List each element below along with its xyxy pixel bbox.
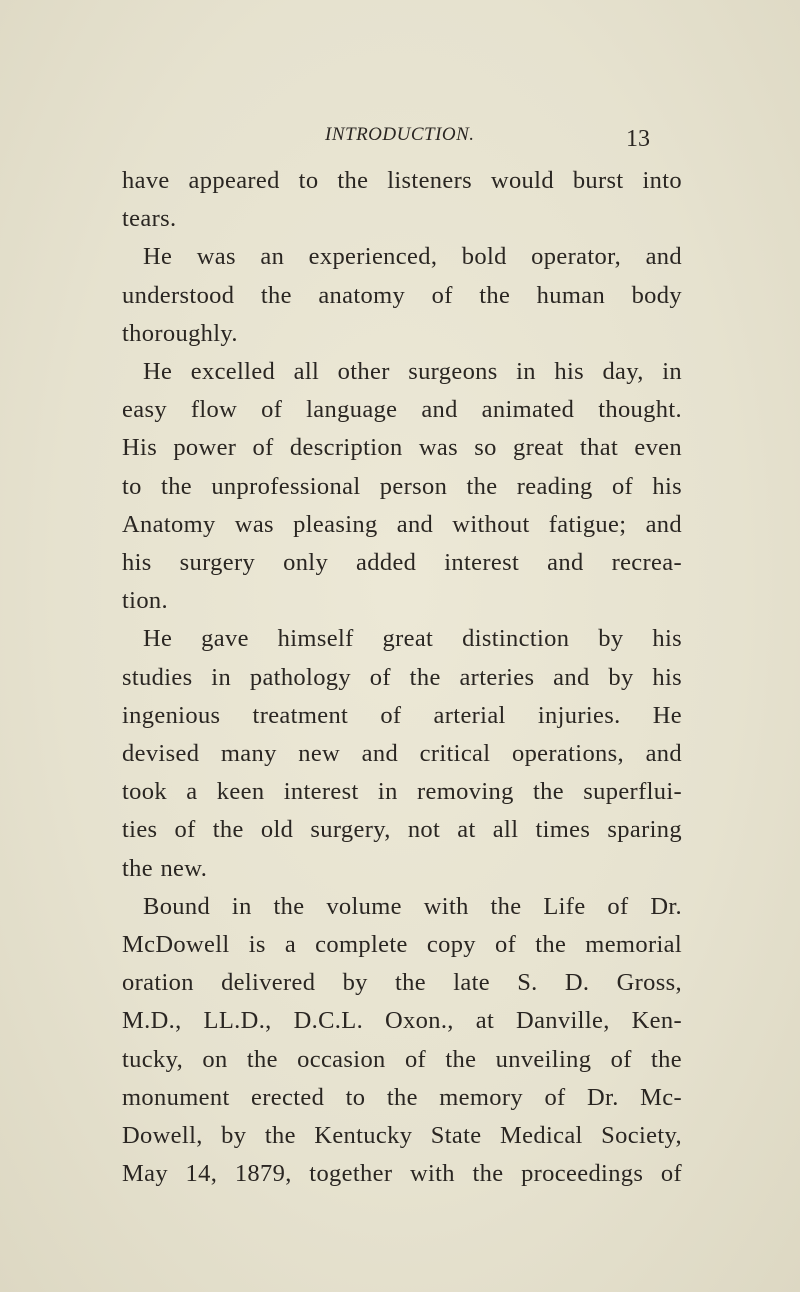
text-line: understood the anatomy of the human body (122, 281, 682, 309)
text-line: monument erected to the memory of Dr. Mc- (122, 1083, 682, 1111)
text-line: Bound in the volume with the Life of Dr. (143, 892, 682, 920)
paragraph-1 (122, 162, 682, 238)
text-line: to the unprofessional person the reading of his (122, 472, 682, 500)
paragraph-2 (122, 238, 682, 353)
text-line: He gave himself great distinction by his (143, 625, 682, 653)
text-line: devised many new and critical operations, and (122, 740, 682, 768)
text-line: His power of description was so great that even (122, 434, 682, 462)
text-line: tears. (122, 205, 177, 233)
body-text (122, 162, 682, 1193)
running-head (0, 124, 800, 160)
text-line: ties of the old surgery, not at all times sparing (122, 816, 682, 844)
page-number: 13 (626, 126, 650, 152)
text-line: Dowell, by the Kentucky State Medical Society, (122, 1122, 682, 1150)
paragraph-3 (122, 353, 682, 620)
text-line: ingenious treatment of arterial injuries. He (122, 701, 682, 729)
text-line: McDowell is a complete copy of the memorial (122, 931, 682, 959)
text-line: He was an experienced, bold operator, and (143, 243, 682, 271)
text-line: May 14, 1879, together with the proceedings of (122, 1160, 682, 1188)
text-line: oration delivered by the late S. D. Gross, (122, 969, 682, 997)
text-line: Anatomy was pleasing and without fatigue; and (122, 510, 682, 538)
text-line: took a keen interest in removing the superflui- (122, 778, 682, 806)
running-title: INTRODUCTION. (325, 124, 475, 145)
text-line: thoroughly. (122, 319, 238, 347)
text-line: have appeared to the listeners would burst into (122, 167, 682, 194)
text-line: studies in pathology of the arteries and by his (122, 663, 682, 691)
paragraph-4 (122, 620, 682, 887)
text-line: the new. (122, 854, 208, 882)
text-line: tion. (122, 587, 168, 615)
text-line: his surgery only added interest and recrea- (122, 549, 682, 577)
text-line: M.D., LL.D., D.C.L. Oxon., at Danville, Ken- (122, 1007, 682, 1035)
text-line: easy flow of language and animated thought. (122, 396, 682, 424)
text-line: tucky, on the occasion of the unveiling of the (122, 1045, 682, 1073)
paragraph-5 (122, 888, 682, 1194)
text-line: He excelled all other surgeons in his day, in (143, 358, 682, 386)
